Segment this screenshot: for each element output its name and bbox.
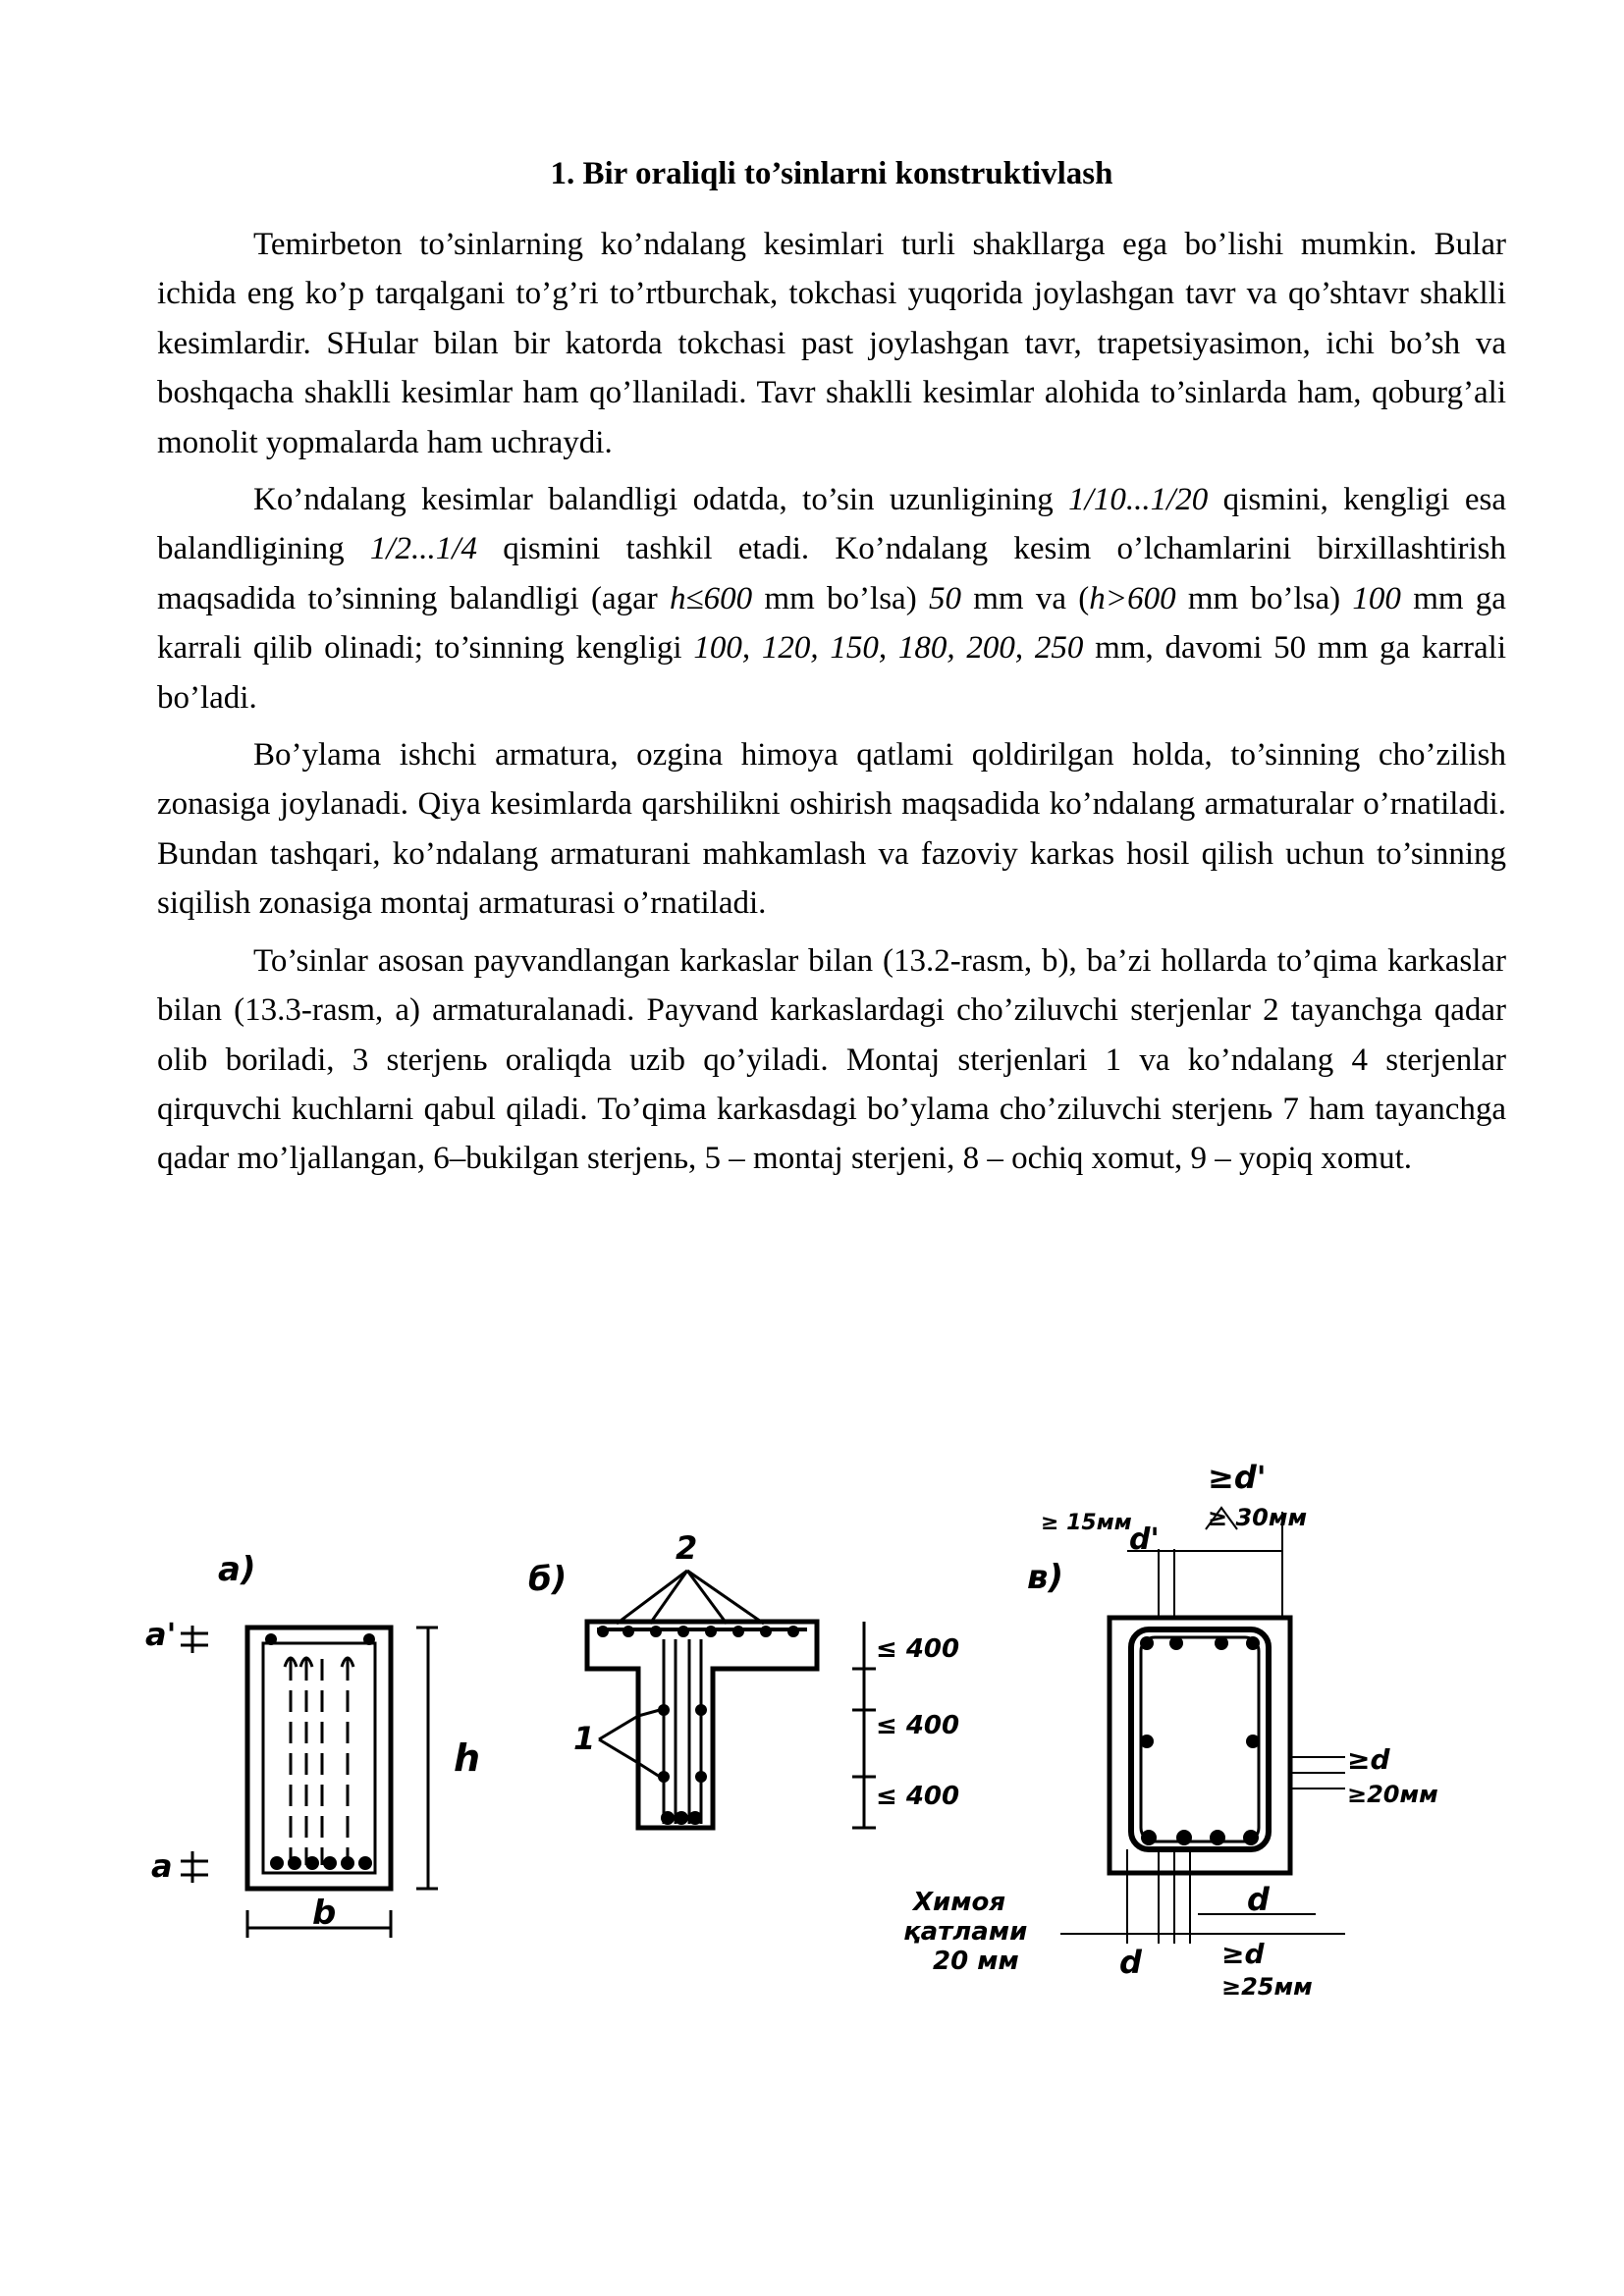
dim-h: h — [454, 1736, 481, 1780]
dim-d-bottom-right: d — [1247, 1881, 1270, 1918]
callout-2: 2 — [676, 1529, 698, 1567]
paragraph — [157, 730, 1506, 929]
italic-run: 50 — [928, 580, 961, 616]
dim-d-bottom: d — [1119, 1944, 1142, 1981]
italic-run: 1/2...1/4 — [369, 531, 477, 567]
label-a: а) — [218, 1550, 256, 1589]
dim-20mm: ≥20мм — [1347, 1781, 1438, 1808]
dim-a: a — [151, 1847, 173, 1885]
dim-25mm: ≥25мм — [1221, 1973, 1313, 2001]
text-run: mm va ( — [960, 580, 1090, 616]
italic-run: h>600 — [1089, 580, 1176, 616]
paragraph — [157, 220, 1506, 467]
section-a — [181, 1626, 438, 1938]
dim-b: b — [312, 1894, 337, 1933]
dim-15mm: ≥ 15мм — [1041, 1511, 1132, 1535]
dim-d-prime-top: ≥d' — [1208, 1459, 1267, 1496]
spacing-3: ≤ 400 — [876, 1782, 960, 1811]
dim-ge-d: ≥d — [1347, 1743, 1390, 1776]
italic-run: h≤600 — [670, 580, 753, 616]
himoya-line-1: Химоя — [913, 1888, 1006, 1917]
text-run: mm bo’lsa) — [752, 580, 929, 616]
label-c: в) — [1027, 1558, 1064, 1597]
text-run: mm bo’lsa) — [1175, 580, 1353, 616]
paragraph — [157, 475, 1506, 722]
dim-d-prime: d' — [1129, 1522, 1160, 1557]
text-run: Ko’ndalang kesimlar balandligi odatda, to’sin uzunligining — [253, 482, 1069, 518]
italic-run: 100, 120, 150, 180, 200, 250 — [693, 630, 1084, 667]
himoya-line-2: қатлами — [903, 1917, 1028, 1947]
italic-run: 100 — [1352, 580, 1401, 616]
text-run: mm, davomi 50 mm ga karrali bo’ladi. — [157, 630, 1507, 716]
spacing-2: ≤ 400 — [876, 1711, 960, 1740]
himoya-line-3: 20 мм — [933, 1947, 1019, 1976]
section-b — [587, 1571, 876, 1828]
text-run: Bo’ylama ishchi armatura, ozgina himoya qatlami qoldirilgan holda, to’sinning cho’zilish zonasiga joylanadi. Qiya kesimlarda qarshilikni oshirish maqsadida ko’ndalang armaturalar o’rnatiladi. Bundan tashqari, ko’ndalang armaturani mahkamlash va fazoviy karkas hosil qilish uchun to’sinning siqilish zonasiga montaj armaturasi o’rnatiladi. — [157, 737, 1506, 922]
text-run: mm ga karrali qilib olinadi; to’sinning kengligi — [157, 580, 1506, 667]
paragraph — [157, 936, 1506, 1184]
section-c — [1060, 1508, 1345, 1944]
italic-run: 1/10...1/20 — [1068, 482, 1209, 518]
dim-ge-d-2: ≥d — [1221, 1938, 1265, 1970]
spacing-1: ≤ 400 — [876, 1634, 960, 1664]
text-run: To’sinlar asosan payvandlangan karkaslar bilan (13.2-rasm, b), ba’zi hollarda to’qima karkaslar bilan (13.3-rasm, a) armaturalanadi. Payvand karkaslardagi cho’ziluvchi sterjenlar 2 tayanchga qadar olib boriladi, 3 sterjenь oraliqda uzib qo’yiladi. Montaj sterjenlari 1 va ko’ndalang 4 sterjenlar qirquvchi kuchlarni qabul qiladi. To’qima karkasdagi bo’ylama cho’ziluvchi sterjenь 7 ham tayanchga qadar mo’ljallangan, 6–bukilgan sterjenь, 5 – montaj sterjeni, 8 – ochiq xomut, 9 – yopiq xomut. — [157, 942, 1506, 1177]
text-run: qismini, kengligi esa balandligining — [157, 482, 1506, 567]
label-b: б) — [528, 1560, 568, 1599]
body-text — [157, 220, 1506, 1184]
dim-a-prime: a' — [145, 1616, 177, 1653]
callout-1: 1 — [573, 1720, 596, 1757]
beam-cross-section-figure — [137, 1453, 1492, 2002]
text-run: qismini tashkil etadi. Ko’ndalang kesim o’lchamlarini birxillashtirish maqsadida to’sinning balandligi (agar — [157, 531, 1506, 616]
figure-svg — [137, 1453, 1492, 2002]
text-run: Temirbeton to’sinlarning ko’ndalang kesimlari turli shakllarga ega bo’lishi mumkin. Bular ichida eng ko’p tarqalgani to’g’ri to’rtburchak, tokchasi yuqorida joylashgan tavr va qo’shtavr shaklli kesimlardir. SHular bilan bir katorda tokchasi past joylashgan tavr, trapetsiyasimon, ichi bo’sh va boshqacha shaklli kesimlar ham qo’llaniladi. Tavr shaklli kesimlar alohida to’sinlarda ham, qoburg’ali monolit yopmalarda ham uchraydi. — [157, 227, 1506, 460]
dim-30mm: ≥ 30мм — [1208, 1504, 1308, 1531]
section-title: 1. Bir oraliqli to’sinlarni konstruktivlash — [550, 156, 1113, 191]
